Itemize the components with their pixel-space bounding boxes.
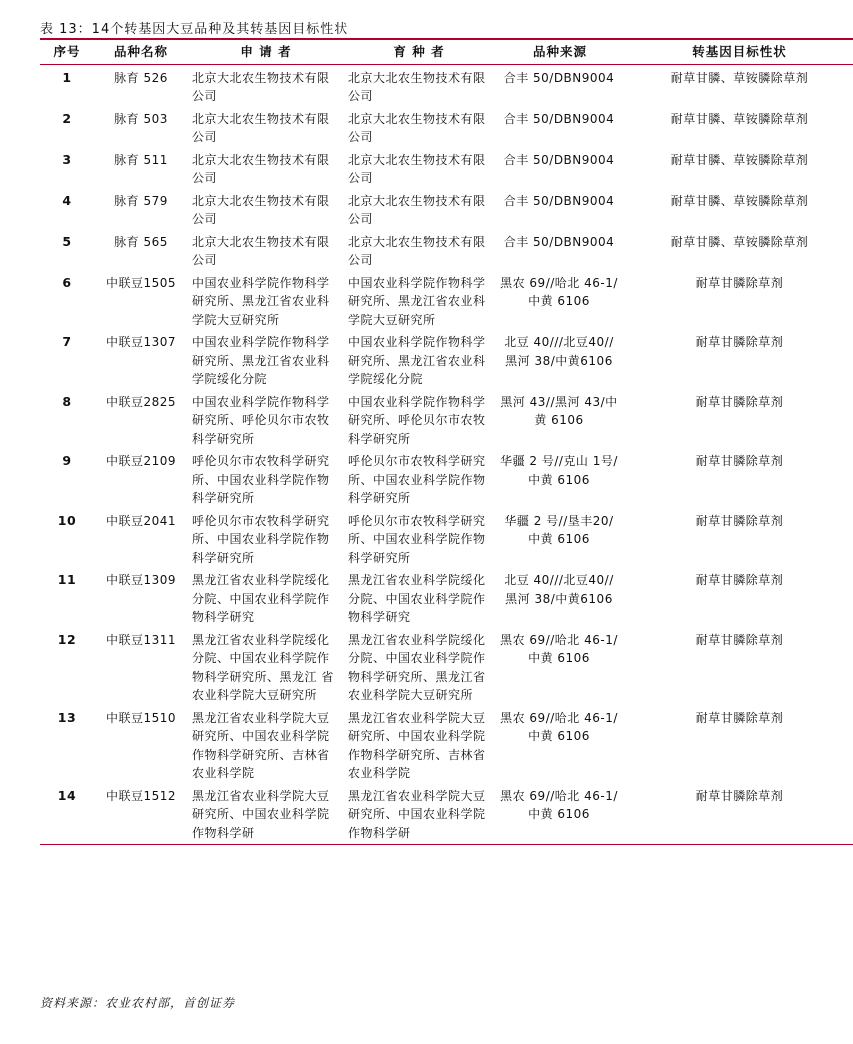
table-row	[40, 705, 853, 783]
header-breeder: 育 种 者	[344, 39, 494, 64]
table-row	[40, 229, 853, 270]
cell-variety: 中联豆1307	[105, 335, 177, 349]
cell-source: 合丰 50/DBN9004	[503, 111, 615, 126]
cell-no: 5	[62, 233, 72, 249]
cell-trait: 耐草甘膦除草剂	[695, 454, 784, 468]
cell-applicant: 黑龙江省农业科学院绥化分院、中国农业科学院作物科学研究所、黑龙江 省农业科学院大豆研究所	[192, 632, 334, 702]
cell-variety: 中联豆1309	[105, 573, 177, 587]
cell-variety: 脉育 579	[114, 193, 168, 208]
cell-source: 华疆 2 号//克山 1号/中黄 6106	[500, 454, 618, 487]
cell-breeder: 中国农业科学院作物科学研究所、黑龙江省农业科学院大豆研究所	[348, 275, 486, 327]
cell-breeder: 北京大北农生物技术有限公司	[348, 70, 486, 103]
cell-variety: 脉育 565	[114, 234, 168, 249]
table-row	[40, 106, 853, 147]
cell-breeder: 中国农业科学院作物科学研究所、黑龙江省农业科学院绥化分院	[348, 335, 486, 386]
cell-applicant: 黑龙江省农业科学院大豆研究所、中国农业科学院作物科学研	[188, 783, 344, 845]
cell-no: 14	[40, 783, 94, 845]
cell-breeder: 北京大北农生物技术有限公司	[348, 152, 486, 185]
cell-applicant: 黑龙江省农业科学院绥化分院、中国农业科学院作物科学研究	[192, 573, 330, 624]
cell-no: 2	[62, 110, 72, 126]
cell-breeder: 黑龙江省农业科学院大豆研究所、中国农业科学院作物科学研究所、吉林省 农业科学院	[348, 710, 486, 780]
cell-source: 黑农 69//哈北 46-1/中黄 6106	[500, 632, 618, 665]
table-header-row	[40, 39, 853, 64]
cell-source: 黑农 69//哈北 46-1/中黄 6106	[500, 710, 618, 743]
cell-no: 8	[62, 393, 72, 409]
cell-variety: 中联豆2109	[105, 454, 177, 468]
cell-breeder: 北京大北农生物技术有限公司	[348, 111, 486, 144]
cell-applicant: 中国农业科学院作物科学研究所、黑龙江省农业科学院大豆研究所	[192, 275, 330, 327]
cell-applicant: 北京大北农生物技术有限公司	[192, 111, 330, 144]
table-row	[40, 147, 853, 188]
cell-breeder: 北京大北农生物技术有限公司	[348, 193, 486, 226]
soybean-variety-table	[40, 38, 853, 845]
table-row	[40, 627, 853, 705]
cell-trait: 耐草甘膦除草剂	[695, 394, 784, 409]
cell-trait: 耐草甘膦除草剂	[695, 513, 784, 528]
cell-variety: 脉育 503	[114, 111, 168, 126]
cell-breeder: 呼伦贝尔市农牧科学研究所、中国农业科学院作物科学研究所	[348, 454, 486, 505]
header-no: 序号	[40, 39, 94, 64]
cell-source: 黑河 43//黑河 43/中黄 6106	[500, 394, 618, 427]
cell-breeder: 呼伦贝尔市农牧科学研究所、中国农业科学院作物科学研究所	[348, 513, 486, 565]
cell-variety: 脉育 511	[114, 152, 168, 167]
cell-source: 黑农 69//哈北 46-1/中黄 6106	[494, 783, 626, 845]
cell-variety: 中联豆2041	[105, 513, 177, 528]
table-row	[40, 783, 853, 845]
header-source: 品种来源	[494, 39, 626, 64]
table-caption: 表 13：14个转基因大豆品种及其转基因目标性状	[40, 22, 349, 37]
table-row	[40, 389, 853, 449]
cell-applicant: 北京大北农生物技术有限公司	[192, 70, 330, 103]
cell-source: 黑农 69//哈北 46-1/中黄 6106	[500, 275, 618, 308]
cell-source: 北豆 40///北豆40//黑河 38/中黄6106	[504, 335, 614, 368]
cell-no: 4	[62, 192, 72, 208]
cell-breeder: 中国农业科学院作物科学研究所、呼伦贝尔市农牧科学研究所	[348, 394, 486, 446]
cell-breeder: 北京大北农生物技术有限公司	[348, 234, 486, 267]
cell-source: 华疆 2 号//垦丰20/中黄 6106	[504, 513, 614, 546]
cell-variety: 中联豆2825	[105, 394, 177, 409]
table-row	[40, 270, 853, 330]
cell-trait: 耐草甘膦、草铵膦除草剂	[670, 70, 809, 85]
header-variety: 品种名称	[94, 39, 188, 64]
cell-trait: 耐草甘膦除草剂	[695, 710, 784, 725]
cell-breeder: 黑龙江省农业科学院大豆研究所、中国农业科学院作物科学研	[344, 783, 494, 845]
cell-variety: 中联豆1505	[105, 275, 177, 290]
cell-no: 12	[57, 631, 77, 647]
source-note: 资料来源：农业农村部，首创证券	[40, 996, 236, 1010]
cell-no: 9	[62, 453, 72, 468]
cell-no: 7	[62, 334, 72, 349]
header-applicant: 申 请 者	[188, 39, 344, 64]
cell-trait: 耐草甘膦除草剂	[626, 783, 853, 845]
cell-trait: 耐草甘膦除草剂	[695, 335, 784, 349]
cell-trait: 耐草甘膦、草铵膦除草剂	[670, 193, 809, 208]
cell-source: 北豆 40///北豆40//黑河 38/中黄6106	[504, 573, 614, 606]
cell-applicant: 呼伦贝尔市农牧科学研究所、中国农业科学院作物科学研究所	[192, 454, 330, 505]
cell-no: 11	[57, 572, 77, 587]
table-row	[40, 508, 853, 568]
cell-trait: 耐草甘膦除草剂	[695, 632, 784, 647]
cell-applicant: 北京大北农生物技术有限公司	[192, 234, 330, 267]
cell-breeder: 黑龙江省农业科学院绥化分院、中国农业科学院作物科学研究	[348, 573, 486, 624]
cell-applicant: 北京大北农生物技术有限公司	[192, 152, 330, 185]
cell-no: 13	[57, 709, 77, 725]
cell-trait: 耐草甘膦、草铵膦除草剂	[670, 111, 809, 126]
cell-applicant: 北京大北农生物技术有限公司	[192, 193, 330, 226]
soybean-table-container	[40, 38, 853, 845]
cell-variety: 中联豆1510	[105, 710, 177, 725]
cell-source: 合丰 50/DBN9004	[503, 70, 615, 85]
cell-no: 3	[62, 151, 72, 167]
cell-trait: 耐草甘膦、草铵膦除草剂	[670, 234, 809, 249]
cell-variety: 中联豆1512	[94, 783, 188, 845]
cell-variety: 脉育 526	[114, 70, 168, 85]
cell-no: 1	[62, 69, 72, 85]
cell-no: 10	[57, 512, 77, 528]
cell-applicant: 黑龙江省农业科学院大豆研究所、中国农业科学院作物科学研究所、吉林省 农业科学院	[192, 710, 330, 780]
cell-trait: 耐草甘膦除草剂	[695, 573, 784, 587]
table-row	[40, 567, 853, 627]
cell-variety: 中联豆1311	[105, 632, 177, 647]
table-row	[40, 64, 853, 106]
cell-trait: 耐草甘膦除草剂	[695, 275, 784, 290]
table-row	[40, 448, 853, 508]
cell-trait: 耐草甘膦、草铵膦除草剂	[670, 152, 809, 167]
cell-source: 合丰 50/DBN9004	[503, 193, 615, 208]
header-trait: 转基因目标性状	[626, 39, 853, 64]
cell-source: 合丰 50/DBN9004	[503, 234, 615, 249]
table-row	[40, 329, 853, 389]
cell-source: 合丰 50/DBN9004	[503, 152, 615, 167]
cell-applicant: 呼伦贝尔市农牧科学研究所、中国农业科学院作物科学研究所	[192, 513, 330, 565]
cell-applicant: 中国农业科学院作物科学研究所、黑龙江省农业科学院绥化分院	[192, 335, 330, 386]
cell-breeder: 黑龙江省农业科学院绥化分院、中国农业科学院作物科学研究所、黑龙江省农业科学院大豆研究所	[348, 632, 486, 702]
table-row	[40, 188, 853, 229]
cell-no: 6	[62, 274, 72, 290]
cell-applicant: 中国农业科学院作物科学研究所、呼伦贝尔市农牧科学研究所	[192, 394, 330, 446]
